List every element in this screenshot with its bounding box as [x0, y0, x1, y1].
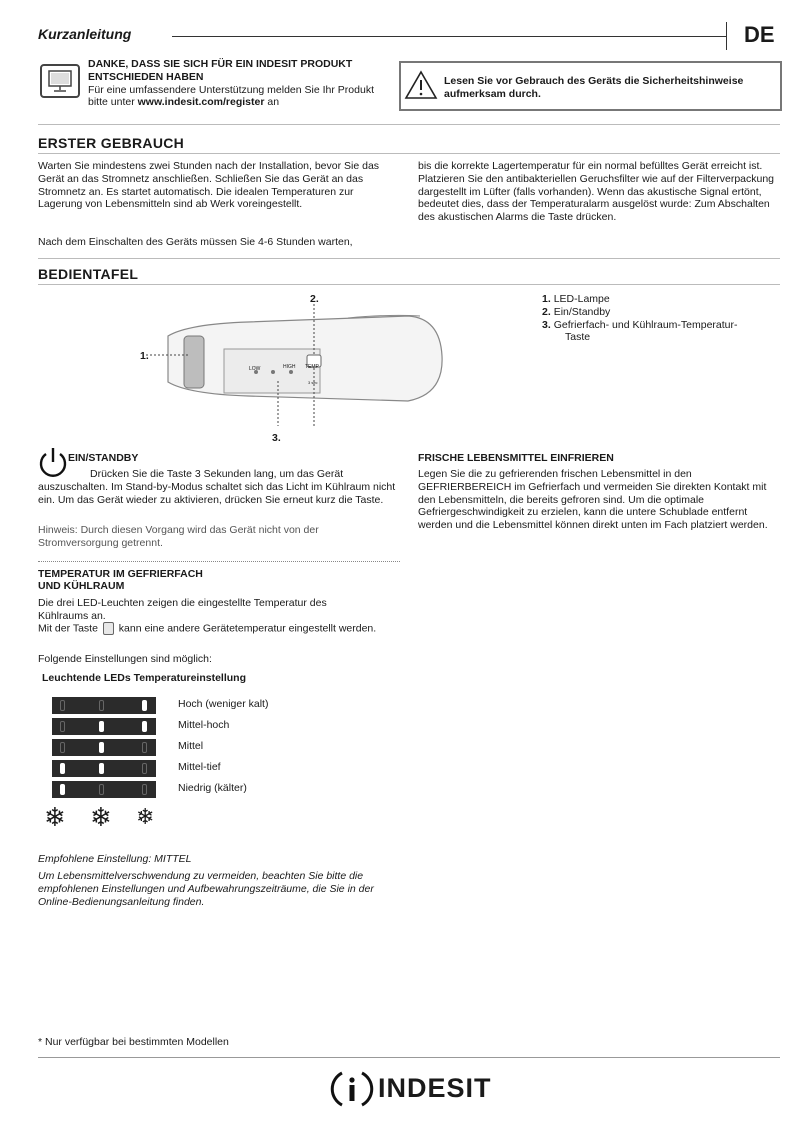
- first-use-text-2: Nach dem Einschalten des Geräts müssen Sie 4-6 Stunden warten,: [38, 236, 353, 248]
- first-use-text-3: bis die korrekte Lagertemperatur für ein normal befülltes Gerät erreicht ist. Platzieren Sie den antibakteriellen Geruchsfilter wie auf der Filterverpackung dargestellt im Lüfter (falls vorhanden). Wenn das akustische Signal ertönt, bedeutet dies, dass der Temperaturalarm ausgelöst wurde: Zum Abschalten des akustischen Alarms die Taste drücken.: [418, 160, 775, 224]
- footer-rule: [38, 1057, 780, 1058]
- food-waste-advice: Um Lebensmittelverschwendung zu vermeiden, beachten Sie bitte die empfohlenen Einstellungen und Aufbewahrungszeiträume, die Sie in der Online-Bedienungsanleitung finden.: [38, 870, 374, 908]
- standby-text-indent: Drücken Sie die Taste 3 Sekunden lang, um das Gerät: [90, 468, 344, 480]
- led-row-label: Niedrig (kälter): [178, 782, 247, 794]
- header-rule: [172, 36, 726, 37]
- first-use-title: ERSTER GEBRAUCH: [38, 135, 185, 151]
- led-row: [52, 781, 156, 798]
- led-row-label: Mittel: [178, 740, 204, 752]
- safety-warning-text: Lesen Sie vor Gebrauch des Geräts die Sicherheitshinweise aufmerksam durch.: [444, 75, 744, 100]
- led-off-icon: [60, 742, 65, 753]
- led-row-label: Mittel-hoch: [178, 719, 230, 731]
- led-row-label: Mittel-tief: [178, 761, 221, 773]
- led-row-label: Hoch (weniger kalt): [178, 698, 269, 710]
- led-row: [52, 697, 156, 714]
- section-divider: [38, 153, 780, 154]
- recommended-setting: Empfohlene Einstellung: MITTEL: [38, 853, 192, 865]
- language-code: DE: [744, 22, 775, 47]
- panel-label-temp: TEMP: [305, 364, 319, 370]
- section-divider: [38, 284, 780, 285]
- standby-text: auszuschalten. Im Stand-by-Modus schaltet sich das Licht im Kühlraum nicht ein. Um das Gerät wieder zu aktivieren, drücken Sie erneut kurz die Taste.: [38, 481, 396, 506]
- temp-button-icon: [103, 622, 114, 635]
- led-row: [52, 718, 156, 735]
- section-divider: [38, 258, 780, 259]
- register-link[interactable]: www.indesit.com/register: [137, 96, 265, 109]
- led-on-icon: [99, 763, 104, 774]
- temperature-title-2: UND KÜHLRAUM: [38, 580, 125, 592]
- led-on-icon: [60, 784, 65, 795]
- brand-name: INDESIT: [378, 1073, 492, 1103]
- indesit-logo-icon: [330, 1067, 374, 1111]
- snowflake-icon: ❄: [136, 804, 155, 829]
- legend-item-1: 1. LED-Lampe: [542, 293, 610, 305]
- callout-3: 3.: [272, 432, 281, 444]
- led-off-icon: [60, 700, 65, 711]
- freeze-title: FRISCHE LEBENSMITTEL EINFRIEREN: [418, 452, 614, 464]
- led-off-icon: [60, 721, 65, 732]
- callout-1: 1.: [140, 350, 149, 362]
- led-on-icon: [142, 721, 147, 732]
- thanks-block: [88, 58, 378, 109]
- led-off-icon: [142, 742, 147, 753]
- section-divider: [38, 124, 780, 125]
- snowflake-icon: ❄: [44, 802, 66, 832]
- led-on-icon: [60, 763, 65, 774]
- temperature-text-1: Die drei LED-Leuchten zeigen die eingestellte Temperatur des Kühlraums an.: [38, 597, 327, 622]
- standby-title: EIN/STANDBY: [68, 452, 139, 464]
- led-table-header: Leuchtende LEDs Temperatureinstellung: [42, 672, 247, 684]
- led-row: [52, 760, 156, 777]
- panel-label-high: HIGH: [283, 364, 296, 370]
- control-panel-title: BEDIENTAFEL: [38, 266, 139, 282]
- power-icon: [37, 446, 69, 478]
- led-off-icon: [99, 700, 104, 711]
- panel-label-low: LOW: [249, 366, 261, 372]
- temperature-text-3: Folgende Einstellungen sind möglich:: [38, 653, 212, 665]
- legend-item-2: 2. Ein/Standby: [542, 306, 611, 318]
- thanks-text-end: an: [264, 96, 280, 109]
- callout-2: 2.: [310, 293, 319, 305]
- snowflake-icon: ❄: [90, 802, 112, 832]
- led-row: [52, 739, 156, 756]
- legend-item-3-cont: Taste: [565, 331, 591, 343]
- dotted-divider: [38, 561, 400, 562]
- panel-label-3sec: 3 sec: [308, 380, 318, 385]
- header-divider: [726, 22, 727, 50]
- led-off-icon: [142, 763, 147, 774]
- temperature-text-2: Mit der Taste kann eine andere Gerätetemperatur eingestellt werden.: [38, 622, 377, 635]
- standby-hint: Hinweis: Durch diesen Vorgang wird das Gerät nicht von der Stromversorgung getrennt.: [38, 524, 319, 549]
- led-on-icon: [99, 721, 104, 732]
- monitor-icon: [40, 64, 80, 98]
- warning-triangle-icon: [404, 70, 438, 100]
- legend-item-3: 3. Gefrierfach- und Kühlraum-Temperatur-: [542, 319, 738, 331]
- footnote: * Nur verfügbar bei bestimmten Modellen: [38, 1036, 229, 1048]
- temperature-title-1: TEMPERATUR IM GEFRIERFACH: [38, 568, 203, 580]
- led-off-icon: [142, 784, 147, 795]
- led-on-icon: [99, 742, 104, 753]
- page-title: Kurzanleitung: [38, 26, 132, 42]
- led-on-icon: [142, 700, 147, 711]
- thanks-text: Für eine umfassendere Unterstützung melden Sie Ihr Produkt bitte unter: [88, 83, 374, 109]
- thanks-heading: DANKE, DASS SIE SICH FÜR EIN INDESIT PRODUKT ENTSCHIEDEN HABEN: [88, 58, 353, 83]
- led-off-icon: [99, 784, 104, 795]
- first-use-text-1: Warten Sie mindestens zwei Stunden nach der Installation, bevor Sie das Gerät an das Stromnetz anschließen. Schließen Sie das Gerät an das Stromnetz an. Es startet automatisch. Die idealen Temperaturen zur Lagerung von Lebensmitteln sind ab Werk voreingestellt.: [38, 160, 380, 211]
- freeze-text: Legen Sie die zu gefrierenden frischen Lebensmittel in den GEFRIERBEREICH im Gefrierfach und vermeiden Sie direkten Kontakt mit den Lebensmitteln, die bereits gefroren sind. Um die optimale Gefriergeschwindigkeit zu erzielen, kann die untere Schublade entfernt werden und die Lebensmittel können direkt unten im Fach platziert werden.: [418, 468, 768, 532]
